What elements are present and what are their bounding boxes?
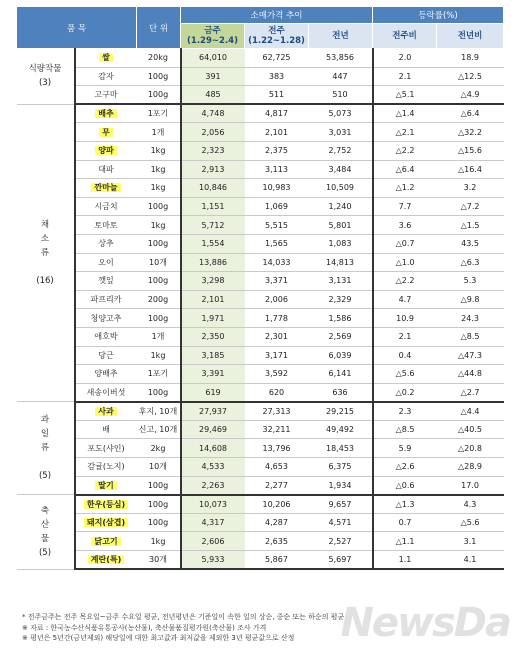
change-vs-prev-year: △7.2	[437, 197, 504, 216]
item-name	[75, 197, 137, 216]
table-row	[17, 476, 504, 495]
category-cell	[17, 495, 75, 569]
table-row	[17, 513, 504, 532]
change-vs-prev-year: 3.1	[437, 532, 504, 551]
category-count: (3)	[38, 78, 52, 89]
change-vs-prev-week: △8.5	[373, 420, 437, 439]
change-vs-prev-year: △16.4	[437, 160, 504, 179]
item-label: 오이	[98, 257, 114, 267]
previous-week-price: 1,778	[245, 309, 309, 328]
previous-week-price: 2,635	[245, 532, 309, 551]
item-name	[75, 439, 137, 458]
previous-year-price: 1,240	[309, 197, 373, 216]
table-row	[17, 309, 504, 328]
cur-week-range: (1.29~2.4)	[187, 36, 238, 46]
prev-week-label: 전주	[268, 26, 285, 36]
current-week-price: 5,712	[181, 216, 245, 235]
item-label: 깻잎	[98, 276, 114, 286]
unit-cell: 100g	[137, 495, 181, 514]
current-week-price: 2,323	[181, 141, 245, 160]
item-name	[75, 476, 137, 495]
header-retail-trend: 소매가격 추이	[181, 7, 373, 24]
current-week-price: 3,391	[181, 365, 245, 384]
previous-week-price: 4,653	[245, 458, 309, 477]
table-row	[17, 327, 504, 346]
unit-cell: 20kg	[137, 49, 181, 68]
retail-price-table	[16, 6, 504, 570]
change-vs-prev-week: △1.2	[373, 179, 437, 198]
item-name	[75, 234, 137, 253]
table-row	[17, 365, 504, 384]
header-change-rate: 등락률(%)	[373, 7, 504, 24]
unit-cell: 100g	[137, 67, 181, 86]
change-vs-prev-week: 0.4	[373, 346, 437, 365]
previous-year-price: 4,571	[309, 513, 373, 532]
previous-week-price: 4,817	[245, 104, 309, 123]
table-row	[17, 551, 504, 570]
current-week-price: 10,846	[181, 179, 245, 198]
previous-year-price: 5,697	[309, 551, 373, 570]
category-cell	[17, 104, 75, 402]
previous-year-price: 2,527	[309, 532, 373, 551]
unit-cell: 100g	[137, 272, 181, 291]
previous-week-price: 3,371	[245, 272, 309, 291]
current-week-price: 2,101	[181, 290, 245, 309]
item-name	[75, 216, 137, 235]
table-row	[17, 160, 504, 179]
header-vs-prev-week: 전주비	[373, 24, 437, 49]
item-label: 당근	[98, 350, 114, 360]
change-vs-prev-week: 2.0	[373, 49, 437, 68]
item-name	[75, 551, 137, 570]
change-vs-prev-week: △5.1	[373, 86, 437, 105]
previous-week-price: 4,287	[245, 513, 309, 532]
table-body	[17, 49, 504, 570]
category-cell	[17, 402, 75, 495]
change-vs-prev-year: △44.8	[437, 365, 504, 384]
item-label: 대파	[98, 164, 114, 174]
change-vs-prev-year: △2.7	[437, 383, 504, 402]
current-week-price: 3,298	[181, 272, 245, 291]
item-name	[75, 104, 137, 123]
table-row	[17, 383, 504, 402]
table-row	[17, 234, 504, 253]
footnote-1: * 전주금주는 전주 목요일~금주 수요일 평균, 전년평년은 기준일이 속한 일의 상순, 중순 또는 하순의 평균	[22, 613, 345, 621]
prev-week-range: (1.22~1.28)	[248, 36, 305, 46]
item-name	[75, 86, 137, 105]
unit-cell: 10개	[137, 458, 181, 477]
item-label: 시금치	[94, 202, 118, 212]
previous-week-price: 383	[245, 67, 309, 86]
current-week-price: 2,263	[181, 476, 245, 495]
item-name	[75, 290, 137, 309]
change-vs-prev-week: △6.4	[373, 160, 437, 179]
item-name	[75, 346, 137, 365]
previous-year-price: 6,141	[309, 365, 373, 384]
item-name	[75, 532, 137, 551]
previous-week-price: 2,006	[245, 290, 309, 309]
change-vs-prev-week: 3.6	[373, 216, 437, 235]
category-name: 축 산 물 (5)	[38, 505, 52, 558]
unit-cell: 1개	[137, 327, 181, 346]
item-label: 고구마	[94, 90, 118, 100]
previous-week-price: 13,796	[245, 439, 309, 458]
change-vs-prev-year: △20.8	[437, 439, 504, 458]
unit-cell: 신고, 10개	[137, 420, 181, 439]
table-row	[17, 420, 504, 439]
current-week-price: 391	[181, 67, 245, 86]
table-row	[17, 290, 504, 309]
table-row	[17, 216, 504, 235]
change-vs-prev-week: △1.4	[373, 104, 437, 123]
category-name: 채 소 류 (16)	[36, 220, 54, 287]
change-vs-prev-year: △6.3	[437, 253, 504, 272]
item-label: 배	[102, 425, 110, 435]
item-name	[75, 365, 137, 384]
item-label: 무	[99, 128, 113, 137]
header-cur-week	[181, 24, 245, 49]
table-row	[17, 272, 504, 291]
category-cell	[17, 49, 75, 105]
change-vs-prev-year: △4.4	[437, 402, 504, 421]
item-label: 새송이버섯	[86, 387, 126, 397]
previous-year-price: 447	[309, 67, 373, 86]
item-label: 딸기	[95, 481, 116, 490]
table-row	[17, 439, 504, 458]
footnote-3: ※ 평년은 5년간(금년제외) 해당일에 대한 최고값과 최저값을 제외한 3년 평균값으로 산정	[22, 634, 295, 642]
item-name	[75, 253, 137, 272]
unit-cell: 100g	[137, 234, 181, 253]
change-vs-prev-year: △9.8	[437, 290, 504, 309]
previous-year-price: 29,215	[309, 402, 373, 421]
table-row	[17, 495, 504, 514]
unit-cell: 10개	[137, 253, 181, 272]
current-week-price: 4,748	[181, 104, 245, 123]
item-label: 파프리카	[90, 295, 122, 305]
change-vs-prev-year: △4.9	[437, 86, 504, 105]
previous-week-price: 62,725	[245, 49, 309, 68]
change-vs-prev-week: △2.2	[373, 272, 437, 291]
current-week-price: 485	[181, 86, 245, 105]
item-name	[75, 141, 137, 160]
previous-year-price: 2,752	[309, 141, 373, 160]
previous-year-price: 2,569	[309, 327, 373, 346]
previous-year-price: 510	[309, 86, 373, 105]
change-vs-prev-week: △1.1	[373, 532, 437, 551]
change-vs-prev-week: 7.7	[373, 197, 437, 216]
previous-week-price: 1,565	[245, 234, 309, 253]
current-week-price: 2,913	[181, 160, 245, 179]
change-vs-prev-year: △15.6	[437, 141, 504, 160]
previous-week-price: 10,206	[245, 495, 309, 514]
change-vs-prev-week: △2.2	[373, 141, 437, 160]
previous-year-price: 9,657	[309, 495, 373, 514]
previous-year-price: 1,934	[309, 476, 373, 495]
unit-cell: 1kg	[137, 179, 181, 198]
item-name	[75, 160, 137, 179]
item-label: 배추	[95, 109, 116, 118]
item-label: 사과	[95, 407, 116, 416]
unit-cell: 1포기	[137, 365, 181, 384]
previous-year-price: 5,801	[309, 216, 373, 235]
item-label: 한우(등심)	[84, 500, 128, 509]
cur-week-label: 금주	[204, 26, 221, 36]
table-row	[17, 67, 504, 86]
previous-year-price: 3,131	[309, 272, 373, 291]
unit-cell: 30개	[137, 551, 181, 570]
item-label: 감자	[98, 71, 114, 81]
unit-cell: 1개	[137, 123, 181, 142]
table-row	[17, 104, 504, 123]
table-row	[17, 458, 504, 477]
change-vs-prev-week: 2.3	[373, 402, 437, 421]
item-label: 포도(샤인)	[87, 443, 125, 453]
category-name: 식량작물	[28, 64, 62, 75]
previous-year-price: 53,856	[309, 49, 373, 68]
change-vs-prev-year: △32.2	[437, 123, 504, 142]
item-name	[75, 402, 137, 421]
current-week-price: 3,185	[181, 346, 245, 365]
change-vs-prev-week: △5.6	[373, 365, 437, 384]
current-week-price: 4,533	[181, 458, 245, 477]
item-name	[75, 495, 137, 514]
current-week-price: 2,606	[181, 532, 245, 551]
change-vs-prev-year: 3.2	[437, 179, 504, 198]
previous-year-price: 6,375	[309, 458, 373, 477]
previous-year-price: 14,813	[309, 253, 373, 272]
previous-week-price: 511	[245, 86, 309, 105]
current-week-price: 5,933	[181, 551, 245, 570]
current-week-price: 1,554	[181, 234, 245, 253]
previous-week-price: 3,171	[245, 346, 309, 365]
previous-week-price: 5,867	[245, 551, 309, 570]
previous-week-price: 5,515	[245, 216, 309, 235]
table-row	[17, 346, 504, 365]
change-vs-prev-year: 17.0	[437, 476, 504, 495]
change-vs-prev-year: △47.3	[437, 346, 504, 365]
item-name	[75, 179, 137, 198]
current-week-price: 27,937	[181, 402, 245, 421]
item-name	[75, 67, 137, 86]
current-week-price: 2,350	[181, 327, 245, 346]
item-label: 닭고기	[91, 537, 120, 546]
current-week-price: 1,151	[181, 197, 245, 216]
item-name	[75, 327, 137, 346]
change-vs-prev-year: 43.5	[437, 234, 504, 253]
previous-week-price: 10,983	[245, 179, 309, 198]
previous-year-price: 10,509	[309, 179, 373, 198]
previous-year-price: 5,073	[309, 104, 373, 123]
newsda-watermark: NewsDa	[340, 600, 510, 646]
item-name	[75, 309, 137, 328]
change-vs-prev-year: 4.1	[437, 551, 504, 570]
header-prev-year: 전년	[309, 24, 373, 49]
change-vs-prev-year: 5.3	[437, 272, 504, 291]
unit-cell: 100g	[137, 383, 181, 402]
item-name	[75, 123, 137, 142]
table-row	[17, 123, 504, 142]
unit-cell: 1kg	[137, 346, 181, 365]
previous-week-price: 27,313	[245, 402, 309, 421]
current-week-price: 619	[181, 383, 245, 402]
item-label: 감귤(노지)	[87, 462, 125, 472]
current-week-price: 29,469	[181, 420, 245, 439]
item-label: 상추	[98, 239, 114, 249]
item-label: 양배추	[94, 369, 118, 379]
item-label: 토마토	[94, 220, 118, 230]
item-name	[75, 458, 137, 477]
change-vs-prev-year: △28.9	[437, 458, 504, 477]
previous-week-price: 620	[245, 383, 309, 402]
table-row	[17, 141, 504, 160]
change-vs-prev-year: △12.5	[437, 67, 504, 86]
table-row	[17, 532, 504, 551]
table-row	[17, 179, 504, 198]
header-row-1	[17, 7, 504, 24]
change-vs-prev-week: 0.7	[373, 513, 437, 532]
item-label: 계란(특)	[88, 555, 125, 564]
change-vs-prev-week: △1.3	[373, 495, 437, 514]
footnote-2: ※ 자료 : 한국농수산식품유통공사(농산물), 축산물품질평가원(축산물) 조사 가격	[22, 623, 267, 632]
unit-cell: 100g	[137, 197, 181, 216]
change-vs-prev-year: 18.9	[437, 49, 504, 68]
item-label: 깐마늘	[91, 183, 120, 192]
change-vs-prev-week: △0.7	[373, 234, 437, 253]
current-week-price: 64,010	[181, 49, 245, 68]
table-row	[17, 49, 504, 68]
header-item: 품 목	[17, 7, 137, 49]
item-name	[75, 383, 137, 402]
unit-cell: 100g	[137, 513, 181, 532]
current-week-price: 1,971	[181, 309, 245, 328]
item-label: 돼지(삼겹)	[84, 518, 128, 527]
item-label: 쌀	[99, 53, 113, 62]
unit-cell: 1kg	[137, 141, 181, 160]
change-vs-prev-year: △8.5	[437, 327, 504, 346]
current-week-price: 4,317	[181, 513, 245, 532]
change-vs-prev-week: △1.0	[373, 253, 437, 272]
unit-cell: 100g	[137, 476, 181, 495]
change-vs-prev-week: △2.6	[373, 458, 437, 477]
unit-cell: 후지, 10개	[137, 402, 181, 421]
previous-week-price: 3,113	[245, 160, 309, 179]
change-vs-prev-week: △0.2	[373, 383, 437, 402]
unit-cell: 1kg	[137, 532, 181, 551]
change-vs-prev-week: 2.1	[373, 327, 437, 346]
change-vs-prev-week: 5.9	[373, 439, 437, 458]
item-name	[75, 272, 137, 291]
item-label: 양파	[95, 146, 116, 155]
previous-week-price: 2,277	[245, 476, 309, 495]
item-label: 청양고추	[90, 313, 122, 323]
unit-cell: 100g	[137, 86, 181, 105]
change-vs-prev-week: △0.6	[373, 476, 437, 495]
current-week-price: 2,056	[181, 123, 245, 142]
header-prev-week	[245, 24, 309, 49]
unit-cell: 100g	[137, 309, 181, 328]
previous-year-price: 18,453	[309, 439, 373, 458]
change-vs-prev-year: △40.5	[437, 420, 504, 439]
unit-cell: 2kg	[137, 439, 181, 458]
previous-week-price: 2,301	[245, 327, 309, 346]
unit-cell: 1kg	[137, 160, 181, 179]
previous-week-price: 2,101	[245, 123, 309, 142]
previous-year-price: 1,586	[309, 309, 373, 328]
current-week-price: 10,073	[181, 495, 245, 514]
change-vs-prev-week: 1.1	[373, 551, 437, 570]
previous-week-price: 3,592	[245, 365, 309, 384]
previous-week-price: 2,375	[245, 141, 309, 160]
previous-year-price: 3,484	[309, 160, 373, 179]
previous-year-price: 3,031	[309, 123, 373, 142]
change-vs-prev-year: △6.4	[437, 104, 504, 123]
table-row	[17, 402, 504, 421]
previous-year-price: 636	[309, 383, 373, 402]
change-vs-prev-year: △1.5	[437, 216, 504, 235]
change-vs-prev-week: 10.9	[373, 309, 437, 328]
category-name: 과 일 류 (5)	[38, 415, 52, 482]
item-label: 애호박	[94, 332, 118, 342]
previous-year-price: 2,329	[309, 290, 373, 309]
header-vs-prev-year: 전년비	[437, 24, 504, 49]
previous-week-price: 1,069	[245, 197, 309, 216]
change-vs-prev-year: 4.3	[437, 495, 504, 514]
previous-year-price: 1,083	[309, 234, 373, 253]
change-vs-prev-year: 24.3	[437, 309, 504, 328]
previous-year-price: 49,492	[309, 420, 373, 439]
previous-year-price: 6,039	[309, 346, 373, 365]
current-week-price: 14,608	[181, 439, 245, 458]
table-row	[17, 253, 504, 272]
change-vs-prev-year: △5.6	[437, 513, 504, 532]
item-name	[75, 49, 137, 68]
previous-week-price: 14,033	[245, 253, 309, 272]
unit-cell: 1포기	[137, 104, 181, 123]
table-row	[17, 197, 504, 216]
current-week-price: 13,886	[181, 253, 245, 272]
header-unit: 단 위	[137, 7, 181, 49]
previous-week-price: 32,211	[245, 420, 309, 439]
change-vs-prev-week: 2.1	[373, 67, 437, 86]
item-name	[75, 420, 137, 439]
change-vs-prev-week: △2.1	[373, 123, 437, 142]
change-vs-prev-week: 4.7	[373, 290, 437, 309]
unit-cell: 200g	[137, 290, 181, 309]
item-name	[75, 513, 137, 532]
table-row	[17, 86, 504, 105]
unit-cell: 1kg	[137, 216, 181, 235]
